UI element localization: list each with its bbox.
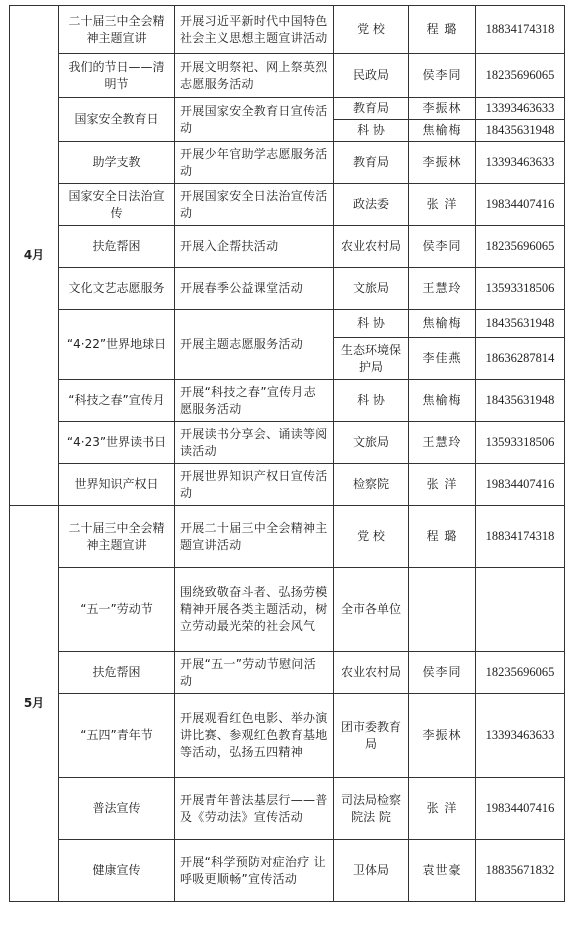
content-cell: 开展“科学预防对症治疗 让呼吸更顺畅”宣传活动 xyxy=(175,840,334,902)
content-cell: 开展二十届三中全会精神主题宣讲活动 xyxy=(175,506,334,568)
unit-cell: 文旅局 xyxy=(334,268,409,310)
unit-cell: 生态环境保护局 xyxy=(334,338,409,380)
phone-cell: 13393463633 xyxy=(476,98,565,120)
phone-cell: 13393463633 xyxy=(476,142,565,184)
content-cell: 开展读书分享会、诵读等阅读活动 xyxy=(175,422,334,464)
phone-cell: 19834407416 xyxy=(476,778,565,840)
person-cell: 王慧玲 xyxy=(409,268,476,310)
person-cell: 程 璐 xyxy=(409,506,476,568)
phone-cell: 18835671832 xyxy=(476,840,565,902)
phone-cell: 18435631948 xyxy=(476,120,565,142)
table-row xyxy=(10,380,565,422)
content-cell: 开展观看红色电影、举办演讲比赛、参观红色教育基地等活动，弘扬五四精神 xyxy=(175,694,334,778)
content-cell: 开展“科技之春”宣传月志愿服务活动 xyxy=(175,380,334,422)
person-cell: 侯李同 xyxy=(409,54,476,98)
event-cell: “科技之春”宣传月 xyxy=(59,380,175,422)
table-row xyxy=(10,268,565,310)
person-cell: 李振林 xyxy=(409,694,476,778)
event-cell: 扶危帮困 xyxy=(59,652,175,694)
unit-cell: 检察院 xyxy=(334,464,409,506)
unit-cell: 科 协 xyxy=(334,120,409,142)
phone-cell: 18834174318 xyxy=(476,6,565,54)
table-row xyxy=(10,184,565,226)
phone-cell: 18235696065 xyxy=(476,652,565,694)
table-row xyxy=(10,694,565,778)
unit-cell: 科 协 xyxy=(334,380,409,422)
table-row xyxy=(10,568,565,652)
event-cell: “4·22”世界地球日 xyxy=(59,310,175,380)
event-cell: 国家安全日法治宣传 xyxy=(59,184,175,226)
unit-cell: 农业农村局 xyxy=(334,652,409,694)
phone-cell: 18235696065 xyxy=(476,226,565,268)
content-cell: 开展文明祭祀、网上祭英烈志愿服务活动 xyxy=(175,54,334,98)
content-cell: 围绕致敬奋斗者、弘扬劳模精神开展各类主题活动，树立劳动最光荣的社会风气 xyxy=(175,568,334,652)
person-cell: 张 洋 xyxy=(409,464,476,506)
person-cell: 李振林 xyxy=(409,98,476,120)
phone-cell: 19834407416 xyxy=(476,184,565,226)
unit-cell: 党 校 xyxy=(334,506,409,568)
table-row xyxy=(10,506,565,568)
person-cell: 张 洋 xyxy=(409,184,476,226)
person-cell: 李佳燕 xyxy=(409,338,476,380)
content-cell: 开展入企帮扶活动 xyxy=(175,226,334,268)
person-cell xyxy=(409,568,476,652)
event-cell: 普法宣传 xyxy=(59,778,175,840)
event-cell: 我们的节日——清明节 xyxy=(59,54,175,98)
content-cell: 开展国家安全教育日宣传活动 xyxy=(175,98,334,142)
event-cell: 文化文艺志愿服务 xyxy=(59,268,175,310)
unit-cell: 卫体局 xyxy=(334,840,409,902)
table-row xyxy=(10,98,565,120)
table-row xyxy=(10,464,565,506)
table-row xyxy=(10,142,565,184)
table-row xyxy=(10,840,565,902)
event-cell: 二十届三中全会精神主题宣讲 xyxy=(59,6,175,54)
month-label-may: 5月 xyxy=(10,506,59,902)
event-cell: 二十届三中全会精神主题宣讲 xyxy=(59,506,175,568)
person-cell: 袁世豪 xyxy=(409,840,476,902)
event-cell: “五四”青年节 xyxy=(59,694,175,778)
unit-cell: 教育局 xyxy=(334,142,409,184)
content-cell: 开展世界知识产权日宣传活动 xyxy=(175,464,334,506)
event-cell: 世界知识产权日 xyxy=(59,464,175,506)
event-cell: 扶危帮困 xyxy=(59,226,175,268)
event-cell: “4·23”世界读书日 xyxy=(59,422,175,464)
phone-cell: 13393463633 xyxy=(476,694,565,778)
table-row xyxy=(10,778,565,840)
unit-cell: 文旅局 xyxy=(334,422,409,464)
unit-cell: 农业农村局 xyxy=(334,226,409,268)
unit-cell: 科 协 xyxy=(334,310,409,338)
content-cell: 开展习近平新时代中国特色社会主义思想主题宣讲活动 xyxy=(175,6,334,54)
table-row xyxy=(10,6,565,54)
person-cell: 李振林 xyxy=(409,142,476,184)
table-row xyxy=(10,54,565,98)
phone-cell: 18235696065 xyxy=(476,54,565,98)
month-label-april: 4月 xyxy=(10,6,59,506)
unit-cell: 党 校 xyxy=(334,6,409,54)
person-cell: 焦榆梅 xyxy=(409,310,476,338)
content-cell: 开展少年官助学志愿服务活动 xyxy=(175,142,334,184)
content-cell: 开展青年普法基层行——普及《劳动法》宣传活动 xyxy=(175,778,334,840)
unit-cell: 民政局 xyxy=(334,54,409,98)
unit-cell: 全市各单位 xyxy=(334,568,409,652)
person-cell: 王慧玲 xyxy=(409,422,476,464)
person-cell: 张 洋 xyxy=(409,778,476,840)
phone-cell: 13593318506 xyxy=(476,422,565,464)
unit-cell: 教育局 xyxy=(334,98,409,120)
table-row xyxy=(10,422,565,464)
unit-cell: 司法局检察院法 院 xyxy=(334,778,409,840)
table-row xyxy=(10,226,565,268)
schedule-table xyxy=(9,5,565,902)
event-cell: “五一”劳动节 xyxy=(59,568,175,652)
content-cell: 开展“五一”劳动节慰问活动 xyxy=(175,652,334,694)
table-row xyxy=(10,652,565,694)
phone-cell: 18435631948 xyxy=(476,380,565,422)
phone-cell: 18435631948 xyxy=(476,310,565,338)
person-cell: 侯李同 xyxy=(409,226,476,268)
table-row xyxy=(10,310,565,338)
content-cell: 开展主题志愿服务活动 xyxy=(175,310,334,380)
person-cell: 侯李同 xyxy=(409,652,476,694)
unit-cell: 团市委教育局 xyxy=(334,694,409,778)
event-cell: 国家安全教育日 xyxy=(59,98,175,142)
person-cell: 程 璐 xyxy=(409,6,476,54)
phone-cell: 18636287814 xyxy=(476,338,565,380)
phone-cell xyxy=(476,568,565,652)
unit-cell: 政法委 xyxy=(334,184,409,226)
person-cell: 焦榆梅 xyxy=(409,380,476,422)
content-cell: 开展春季公益课堂活动 xyxy=(175,268,334,310)
event-cell: 健康宣传 xyxy=(59,840,175,902)
phone-cell: 19834407416 xyxy=(476,464,565,506)
phone-cell: 13593318506 xyxy=(476,268,565,310)
phone-cell: 18834174318 xyxy=(476,506,565,568)
content-cell: 开展国家安全日法治宣传活动 xyxy=(175,184,334,226)
person-cell: 焦榆梅 xyxy=(409,120,476,142)
event-cell: 助学支教 xyxy=(59,142,175,184)
